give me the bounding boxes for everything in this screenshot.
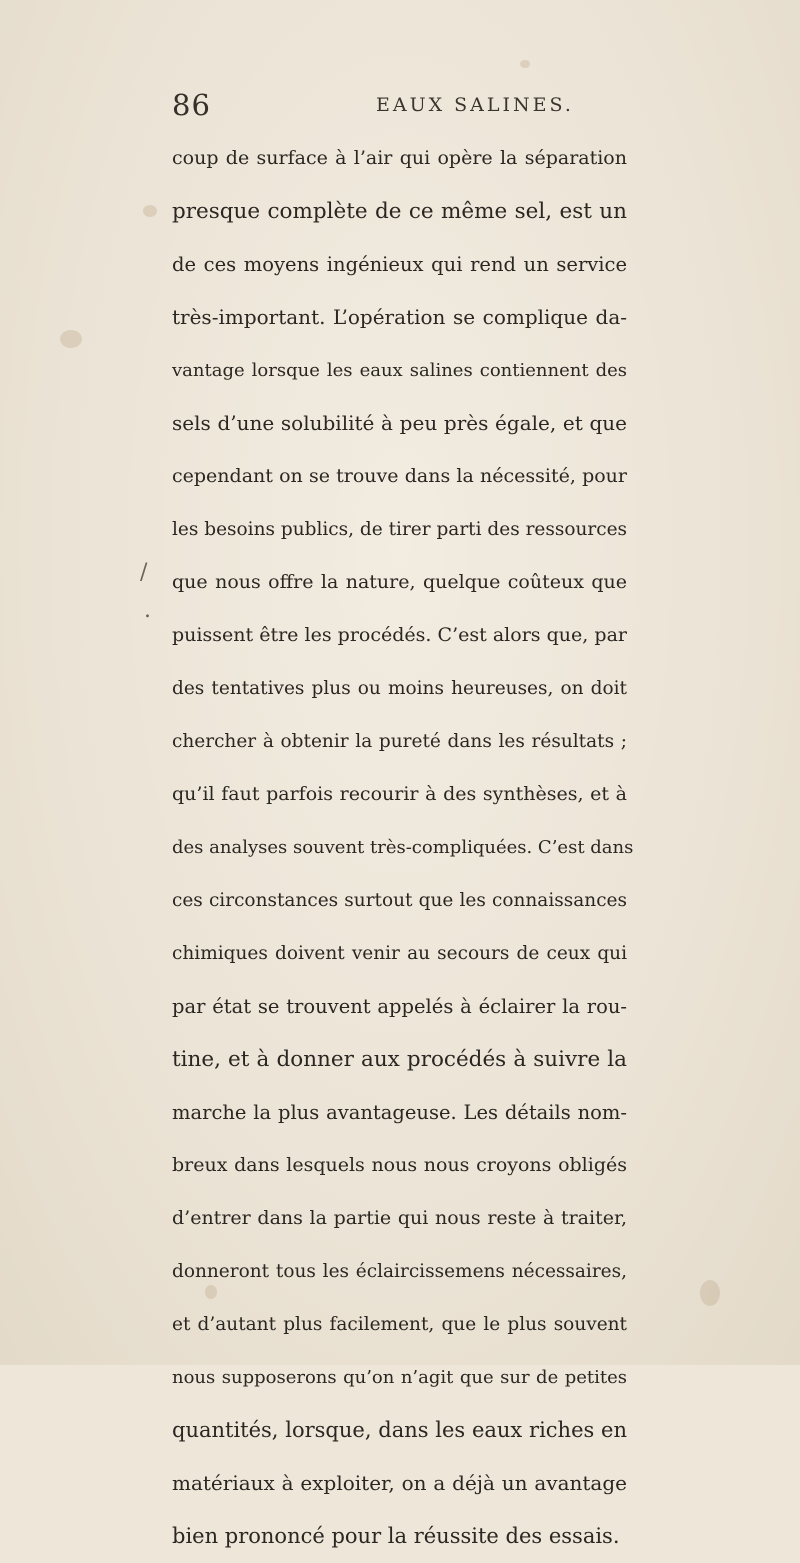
text-line: chimiques doivent venir au secours de ceux qui [172,943,627,964]
text-line: presque complète de ce même sel, est un [172,199,627,224]
text-line: nous supposerons qu’on n’agit que sur de petites [172,1367,627,1388]
text-line: de ces moyens ingénieux qui rend un service [172,253,627,276]
running-head: EAUX SALINES. [376,94,574,116]
text-line: que nous offre la nature, quelque coûteux que [172,571,627,593]
text-line: tine, et à donner aux procédés à suivre la [172,1047,627,1072]
text-line: bien prononcé pour la réussite des essais. [172,1524,620,1548]
text-line: puissent être les procédés. C’est alors que, par [172,624,627,646]
paper-stain [520,60,530,68]
text-line: donneront tous les éclaircissemens nécessaires, [172,1261,627,1282]
paper-stain [143,205,157,217]
text-line: des tentatives plus ou moins heureuses, on doit [172,678,627,699]
body-text [172,132,634,1563]
text-line: cependant on se trouve dans la nécessité, pour [172,465,627,487]
text-line: vantage lorsque les eaux salines contiennent des [172,360,627,381]
text-line: ces circonstances surtout que les connaissances [172,890,627,911]
text-line: par état se trouvent appelés à éclairer la rou- [172,995,627,1018]
page-number: 86 [172,88,211,122]
text-line: des analyses souvent très-compliquées. C’est dans [172,837,634,858]
text-line: d’entrer dans la partie qui nous reste à traiter, [172,1207,627,1229]
text-line: breux dans lesquels nous nous croyons obligés [172,1154,627,1176]
text-line: qu’il faut parfois recourir à des synthèses, et à [172,783,627,805]
text-line: très-important. L’opération se complique da- [172,305,627,329]
text-line: coup de surface à l’air qui opère la séparation [172,147,627,169]
text-line: les besoins publics, de tirer parti des ressources [172,519,628,540]
text-line: sels d’une solubilité à peu près égale, et que [172,411,627,435]
text-line: et d’autant plus facilement, que le plus souvent [172,1314,627,1335]
paper-stain [60,330,82,348]
text-line: matériaux à exploiter, on a déjà un avantage [172,1471,627,1495]
paper-stain [700,1280,720,1306]
margin-mark: / [140,560,148,585]
text-line: quantités, lorsque, dans les eaux riches en [172,1418,627,1442]
margin-mark: . [144,598,151,623]
text-line: marche la plus avantageuse. Les détails nom- [172,1101,627,1124]
page-header [172,88,612,128]
text-line: chercher à obtenir la pureté dans les résultats ; [172,731,627,752]
